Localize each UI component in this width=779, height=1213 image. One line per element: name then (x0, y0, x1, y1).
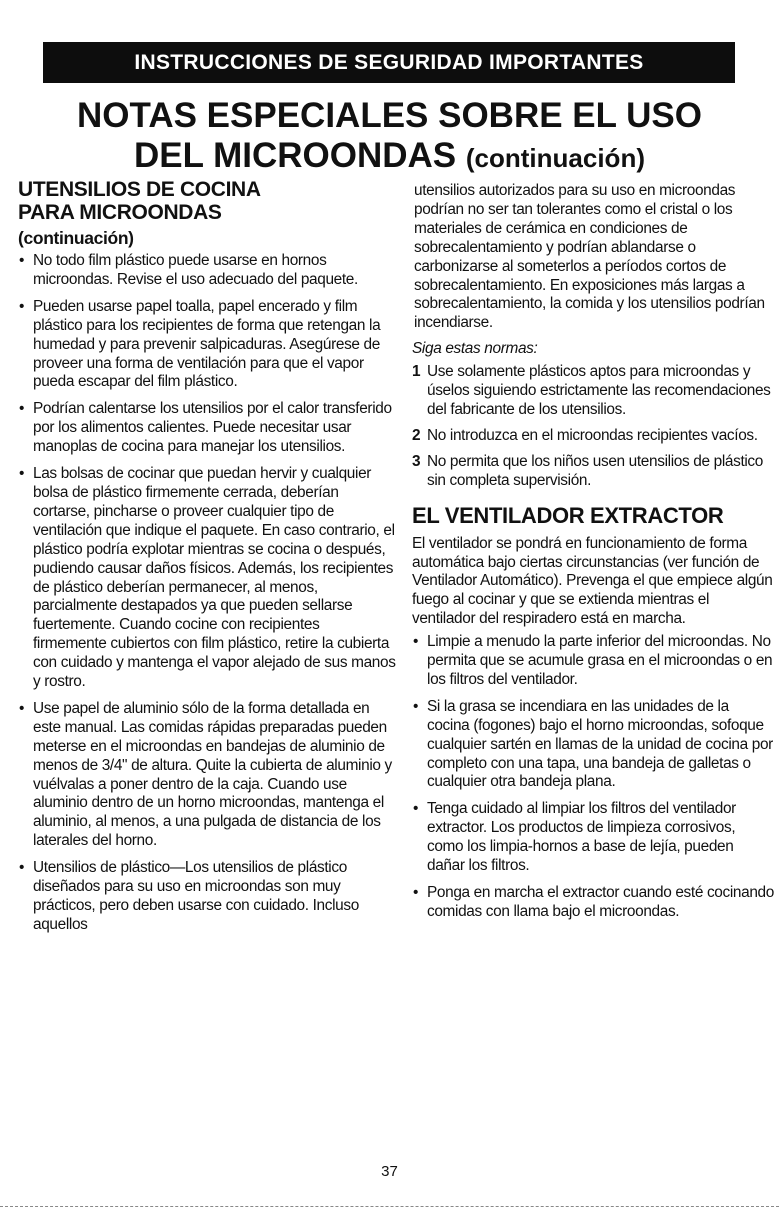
page-title-line2-main: DEL MICROONDAS (134, 136, 457, 175)
rule-number: 2 (412, 426, 421, 444)
section-heading-line2: PARA MICROONDAS (18, 201, 222, 224)
bullet-item: • Ponga en marcha el extractor cuando esté cocinando comidas con llama bajo el microondas. (412, 884, 774, 922)
right-column (412, 182, 774, 930)
bullet-item: • Las bolsas de cocinar que puedan hervir y cualquier bolsa de plástico firmemente cerrada, deberían cortarse, pincharse o proveer cualquier tipo de ventilación que indique el paquete. En caso contrario, el plástico podría explotar mientras se cocina o después, pudiendo causar daños físicos. Además, los recipientes de plástico deberían permanecer, al menos, parcialmente destapados ya que pueden sellarse fuertemente. Cuando cocine con recipientes firmemente cubiertos con film plástico, retire la cubierta con cuidado y mantenga el vapor alejado de sus manos y rostro. (18, 465, 396, 692)
bullet-item: • Use papel de aluminio sólo de la forma detallada en este manual. Las comidas rápidas preparadas pueden meterse en el microondas en bandejas de aluminio de menos de 3/4" de altura. Quite la cubierta de aluminio y vuélvalas a poner dentro de la caja. Cuando use aluminio dentro de un horno microondas, mantenga el aluminio, al menos, a una pulgada de distancia de los laterales del horno. (18, 700, 396, 851)
page-number: 37 (381, 1163, 398, 1180)
continuation-paragraph: utensilios autorizados para su uso en microondas podrían no ser tan tolerantes como el cristal o los materiales de cerámica en condiciones de sobrecalentamiento y podrían ablandarse o carbonizarse al someterlos a períodos cortos de sobrecalentamiento. En exposiciones más largas a sobrecalentamiento, la comida y los utensilios podrían incendiarse. (414, 182, 765, 332)
section-banner: INSTRUCCIONES DE SEGURIDAD IMPORTANTES (43, 42, 735, 83)
rule-item-3 (412, 453, 774, 491)
rules-intro: Siga estas normas: (412, 340, 538, 358)
section-heading-line1: UTENSILIOS DE COCINA (18, 178, 261, 201)
rule-number: 1 (412, 363, 421, 381)
rule-item-2 (412, 427, 774, 446)
fan-intro-paragraph: El ventilador se pondrá en funcionamiento de forma automática bajo ciertas circunstancias (ver función de Ventilador Automático). Prevenga el que empiece algún fuego al cocinar y que se extienda mientras el ventilador del respiradero está en marcha. (412, 534, 773, 628)
bullet-item: • Si la grasa se incendiara en las unidades de la cocina (fogones) bajo el horno microondas, sofoque cualquier sartén en llamas de la unidad de cocina por completo con una tapa, una bandeja de galletas o cualquier otra bandeja plana. (412, 698, 774, 793)
section-subheading: (continuación) (18, 228, 134, 248)
section-heading-utensils (18, 178, 396, 224)
bullet-item: • Limpie a menudo la parte inferior del microondas. No permita que se acumule grasa en el microondas o en los filtros del ventilador. (412, 633, 774, 690)
bullet-item: • Tenga cuidado al limpiar los filtros del ventilador extractor. Los productos de limpieza corrosivos, como los limpia-hornos a base de lejía, pueden dañar los filtros. (412, 800, 774, 876)
rule-number: 3 (412, 452, 421, 470)
rule-text: No introduzca en el microondas recipientes vacíos. (427, 426, 758, 444)
bullet-item: • No todo film plástico puede usarse en hornos microondas. Revise el uso adecuado del paquete. (18, 252, 396, 290)
bullet-item: • Pueden usarse papel toalla, papel encerado y film plástico para los recipientes de forma que retengan la humedad y para prevenir salpicaduras. Asegúrese de proveer una forma de ventilación para que el vapor pueda escapar del film plástico. (18, 298, 396, 393)
page-title-continuation: (continuación) (465, 143, 645, 173)
bullet-item: • Podrían calentarse los utensilios por el calor transferido por los alimentos calientes. Puede necesitar usar manoplas de cocina para manejar los utensilios. (18, 400, 396, 457)
bullet-item: • Utensilios de plástico—Los utensilios de plástico diseñados para su uso en microondas son muy prácticos, pero deben usarse con cuidado. Incluso aquellos (18, 859, 396, 935)
left-column (18, 178, 396, 943)
section-heading-fan: EL VENTILADOR EXTRACTOR (412, 502, 724, 528)
bottom-divider (0, 1206, 779, 1207)
page-title (0, 96, 779, 178)
rule-text: No permita que los niños usen utensilios de plástico sin completa supervisión. (427, 452, 763, 489)
rule-text: Use solamente plásticos aptos para microondas y úselos siguiendo estrictamente las recomendaciones del fabricante de los utensilios. (427, 363, 771, 418)
page-title-line2 (0, 136, 779, 178)
rule-item-1 (412, 363, 774, 420)
page-title-line1: NOTAS ESPECIALES SOBRE EL USO (77, 96, 702, 135)
